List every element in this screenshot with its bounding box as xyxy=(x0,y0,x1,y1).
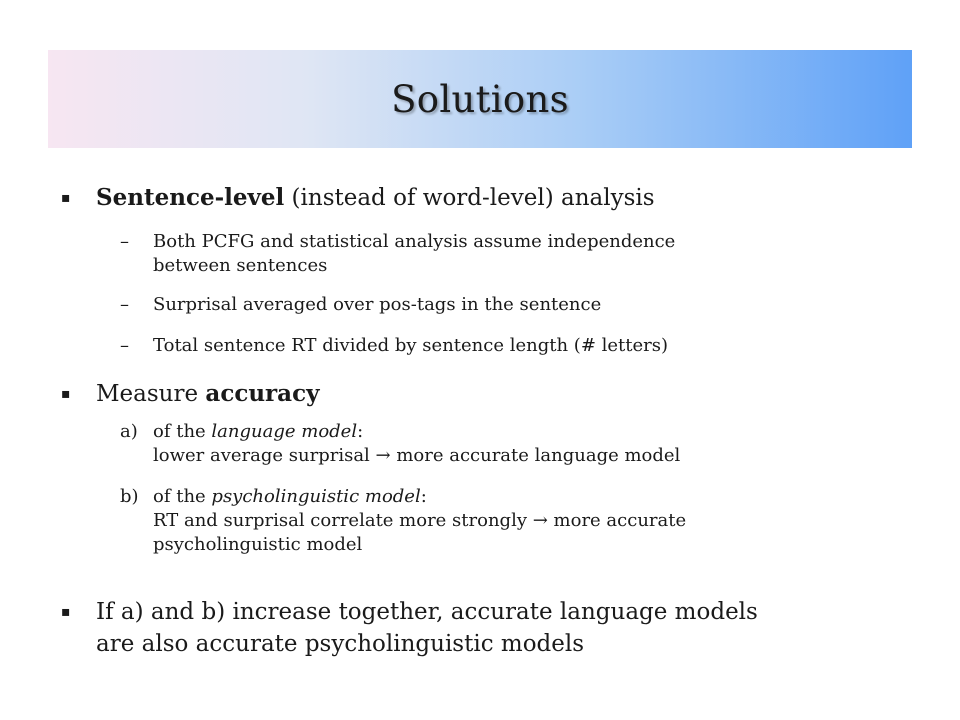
dash-marker: – xyxy=(120,231,129,252)
bullet-conclusion xyxy=(61,596,906,660)
sub-bullet-independence xyxy=(120,230,863,278)
sub-bullet-line xyxy=(153,485,863,509)
sub-bullet-surprisal xyxy=(120,293,863,317)
square-bullet-icon: ▪ xyxy=(61,386,71,402)
sub-bullet-line: Surprisal averaged over pos-tags in the sentence xyxy=(153,294,602,315)
slide-title: Solutions xyxy=(391,77,569,121)
bullet-sentence-level xyxy=(61,182,906,214)
dash-marker: – xyxy=(120,294,129,315)
text-prefix: of the xyxy=(153,421,212,442)
bullet-bold-text: Sentence-level xyxy=(96,184,285,211)
bullet-measure-accuracy xyxy=(61,378,906,410)
sub-bullet-total-rt xyxy=(120,334,863,358)
sub-bullet-line: between sentences xyxy=(153,255,328,276)
letter-marker: b) xyxy=(120,486,139,507)
letter-marker: a) xyxy=(120,421,138,442)
text-suffix: : xyxy=(420,486,427,507)
bullet-text: (instead of word-level) analysis xyxy=(284,185,655,211)
bullet-line: are also accurate psycholinguistic models xyxy=(96,631,585,657)
sub-bullet-psycholinguistic-model xyxy=(120,485,863,557)
sub-bullet-line: lower average surprisal → more accurate language model xyxy=(153,445,681,466)
bullet-bold-text: accuracy xyxy=(205,380,320,407)
square-bullet-icon: ▪ xyxy=(61,604,71,620)
italic-term: psycholinguistic model xyxy=(211,486,421,507)
text-prefix: of the xyxy=(153,486,212,507)
text-suffix: : xyxy=(357,421,364,442)
italic-term: language model xyxy=(211,421,358,442)
sub-bullet-line: Both PCFG and statistical analysis assume independence xyxy=(153,231,676,252)
bullet-line: If a) and b) increase together, accurate language models xyxy=(96,599,758,625)
square-bullet-icon: ▪ xyxy=(61,190,71,206)
sub-bullet-line: RT and surprisal correlate more strongly → more accurate xyxy=(153,510,687,531)
sub-bullet-line: psycholinguistic model xyxy=(153,534,363,555)
bullet-text: Measure xyxy=(96,381,206,407)
sub-bullet-line: Total sentence RT divided by sentence length (# letters) xyxy=(153,335,669,356)
sub-bullet-language-model xyxy=(120,420,863,468)
dash-marker: – xyxy=(120,335,129,356)
sub-bullet-line xyxy=(153,420,863,444)
